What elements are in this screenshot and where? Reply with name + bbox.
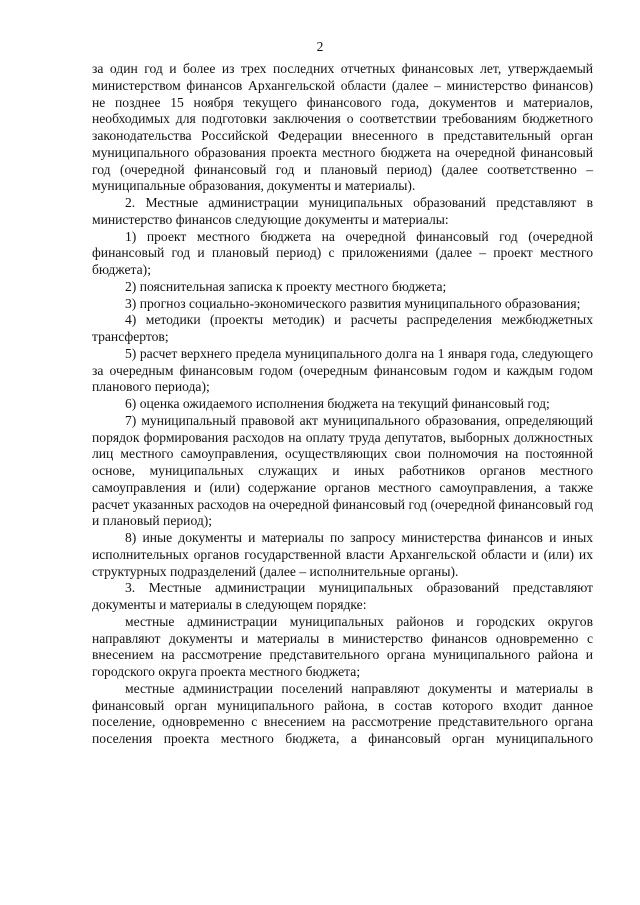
paragraph: 6) оценка ожидаемого исполнения бюджета на текущий финансовый год; <box>125 396 550 411</box>
paragraph: 4) методики (проекты методик) и расчеты распределения межбюджетных трансфертов; <box>92 312 593 344</box>
page-number: 2 <box>316 39 324 54</box>
paragraph: местные администрации поселений направляют документы и материалы в финансовый орган муниципального района, в состав которого входит данное поселение, одновременно с внесением на рассмотрение представительного органа поселения проекта местного бюджета, а финансовый орган муниципального <box>92 680 593 746</box>
paragraph: 8) иные документы и материалы по запросу министерства финансов и иных исполнительных органов государственной власти Архангельской области и (или) их структурных подразделений (далее – исполнительные органы). <box>92 530 593 579</box>
paragraph: 7) муниципальный правовой акт муниципального образования, определяющий порядок формирования расходов на оплату труда депутатов, выборных должностных лиц местного самоуправления, осуществляющих свои полномочия на постоянной основе, муниципальных служащих и иных работников органов местного самоуправления и (или) содержание органов местного самоуправления, а также расчет указанных расходов на очередной финансовый год (очередной финансовый год и плановый период); <box>92 412 593 529</box>
paragraph: 2. Местные администрации муниципальных образований представляют в министерство финансов следующие документы и материалы: <box>92 195 593 227</box>
paragraph: 5) расчет верхнего предела муниципального долга на 1 января года, следующего за очередным финансовым годом (очередным финансовым годом и каждым годом планового периода); <box>92 345 593 395</box>
paragraph: 3) прогноз социально-экономического развития муниципального образования; <box>125 295 581 311</box>
paragraph: 1) проект местного бюджета на очередной финансовый год (очередной финансовый год и плановый период) с приложениями (далее – проект местного бюджета); <box>92 228 593 277</box>
document-body <box>92 61 593 748</box>
paragraph: за один год и более из трех последних отчетных финансовых лет, утверждаемый министерством финансов Архангельской области (далее – министерство финансов) не позднее 15 ноября текущего финансового года, документов и материалов, необходимых для подготовки заключения о соответствии требованиям бюджетного законодательства Российской Федерации внесенного в представительный орган муниципального образования проекта местного бюджета на очередной финансовый год (очередной финансовый год и плановый период) (далее соответственно – муниципальные образования, документы и материалы). <box>92 61 593 194</box>
paragraph: местные администрации муниципальных районов и городских округов направляют документы и материалы в министерство финансов одновременно с внесением на рассмотрение представительного органа муниципального района и городского округа проекта местного бюджета; <box>92 613 593 679</box>
paragraph: 3. Местные администрации муниципальных образований представляют документы и материалы в следующем порядке: <box>92 580 593 612</box>
paragraph: 2) пояснительная записка к проекту местного бюджета; <box>125 278 447 294</box>
